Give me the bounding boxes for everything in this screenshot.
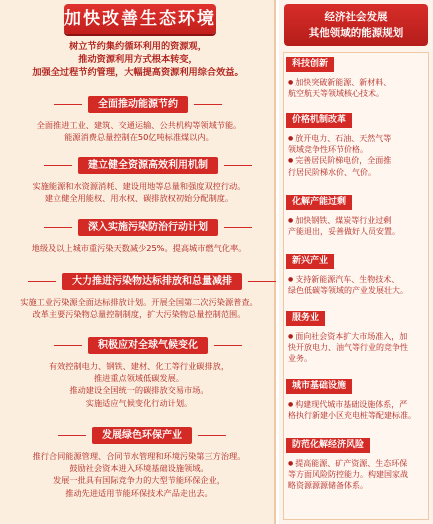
body-line: 行居民阶梯水价、气价。 xyxy=(288,167,376,177)
intro-text xyxy=(6,40,270,79)
body-line: ● 构建现代城市基础设施体系，严 xyxy=(288,399,428,410)
right-section-body-services xyxy=(288,331,428,365)
section-body-resource-mechanism xyxy=(8,180,270,204)
body-line: ● 完善居民阶梯电价，全面推 xyxy=(288,155,428,166)
intro-line: 推动资源利用方式根本转变， xyxy=(78,54,198,65)
body-line: ● 加快钢铁、煤炭等行业过剩 xyxy=(288,215,428,226)
right-section-body-risk xyxy=(288,458,428,492)
body-line: 推进重点领域低碳发展。 xyxy=(93,373,185,384)
body-line: 快开放电力、油气等行业的竞争性 xyxy=(288,343,408,353)
body-line: 地级及以上城市重污染天数减少25%。提高城市燃气化率。 xyxy=(31,243,247,253)
body-line: 绿色低碳等领域的产业发展壮大。 xyxy=(288,286,408,296)
body-line: 鼓励社会资本进入环境基础设施领域。 xyxy=(69,463,209,474)
section-title-emission-reduction: 大力推进污染物达标排放和总量减排 xyxy=(62,273,242,290)
body-line: 全面推进工业、建筑、交通运输、公共机构等领域节能。 xyxy=(36,120,242,130)
body-line: 实施适应气候变化行动计划。 xyxy=(85,397,193,408)
body-line: 能源消费总量控制在50亿吨标准煤以内。 xyxy=(64,132,214,143)
body-line: ● 放开电力、石油、天然气等 xyxy=(288,133,428,144)
body-line: 航空航天等领域核心技术。 xyxy=(288,89,384,99)
right-section-body-pricing xyxy=(288,133,428,178)
section-title-resource-mechanism: 建立健全资源高效利用机制 xyxy=(78,157,218,174)
body-line: ● 面向社会资本扩大市场准入，加 xyxy=(288,331,428,342)
right-panel xyxy=(279,0,433,524)
section-title-energy-saving: 全面推动能源节约 xyxy=(88,96,188,113)
section-title-climate-change: 积极应对全球气候变化 xyxy=(88,337,208,354)
body-line: ● 支持新能源汽车、生物技术、 xyxy=(288,274,428,285)
body-line: 业务。 xyxy=(288,354,312,364)
body-line: 格执行新建小区充电桩等配建标准。 xyxy=(288,411,416,421)
right-section-body-infrastructure xyxy=(288,399,428,421)
right-section-title-infrastructure: 城市基础设施 xyxy=(286,379,352,394)
right-section-title-emerging: 新兴产业 xyxy=(286,254,334,269)
body-line: 建立健全用能权、用水权、碳排放权初始分配制度。 xyxy=(44,193,234,204)
section-body-pollution-plan xyxy=(8,242,270,254)
body-line: 产能退出，妥善做好人员安置。 xyxy=(288,227,400,237)
right-section-title-services: 服务业 xyxy=(286,311,325,326)
section-title-green-industry: 发展绿色环保产业 xyxy=(92,427,192,444)
right-section-title-pricing: 价格机制改革 xyxy=(286,113,352,128)
body-line: 推行合同能源管理、合同节水管理和环境污染第三方治理。 xyxy=(32,451,246,461)
body-line: 实施工业污染源全面达标排放计划。开展全国第二次污染源普查。 xyxy=(20,297,258,307)
body-line: ● 加快突破新能源、新材料、 xyxy=(288,77,428,88)
body-line: 略资源源源储备体系。 xyxy=(288,481,368,491)
right-section-title-risk: 防范化解经济风险 xyxy=(286,438,370,453)
body-line: ● 提高能源、矿产资源、生态环保 xyxy=(288,458,428,469)
right-section-list xyxy=(283,52,429,520)
section-title-pollution-plan: 深入实施污染防治行动计划 xyxy=(78,219,218,236)
right-section-body-tech xyxy=(288,77,428,99)
section-body-emission-reduction xyxy=(8,296,270,320)
right-title-line: 其他领域的能源规划 xyxy=(308,27,404,39)
body-line: 发展一批具有国际竞争力的大型节能环保企业， xyxy=(53,475,225,486)
body-line: 推动建设全国统一的碳排放交易市场。 xyxy=(69,385,209,396)
body-line: 领域竞争性环节价格。 xyxy=(288,145,368,155)
right-section-title-tech: 科技创新 xyxy=(286,57,334,72)
main-title: 加快改善生态环境 xyxy=(64,4,216,34)
body-line: 改革主要污染物总量控制制度，扩大污染物总量控制范围。 xyxy=(32,309,246,320)
right-section-body-emerging xyxy=(288,274,428,296)
body-line: 推动先进适用节能环保技术产品走出去。 xyxy=(65,487,213,498)
section-body-climate-change xyxy=(8,360,270,409)
right-title-line: 经济社会发展 xyxy=(324,11,388,23)
section-body-energy-saving xyxy=(8,119,270,143)
right-section-title-overcapacity: 化解产能过剩 xyxy=(286,195,352,210)
intro-line: 加强全过程节约管理，大幅提高资源利用综合效益。 xyxy=(32,67,244,78)
body-line: 等方面风险防控能力。构建国家战 xyxy=(288,470,408,480)
intro-line: 树立节约集约循环利用的资源观， xyxy=(69,41,207,52)
right-title xyxy=(284,4,428,46)
right-section-body-overcapacity xyxy=(288,215,428,237)
section-body-green-industry xyxy=(8,450,270,499)
body-line: 有效控制电力、钢铁、建材、化工等行业碳排放， xyxy=(48,361,230,371)
body-line: 实施能源和水资源消耗、建设用地等总量和强度双控行动。 xyxy=(32,181,246,191)
